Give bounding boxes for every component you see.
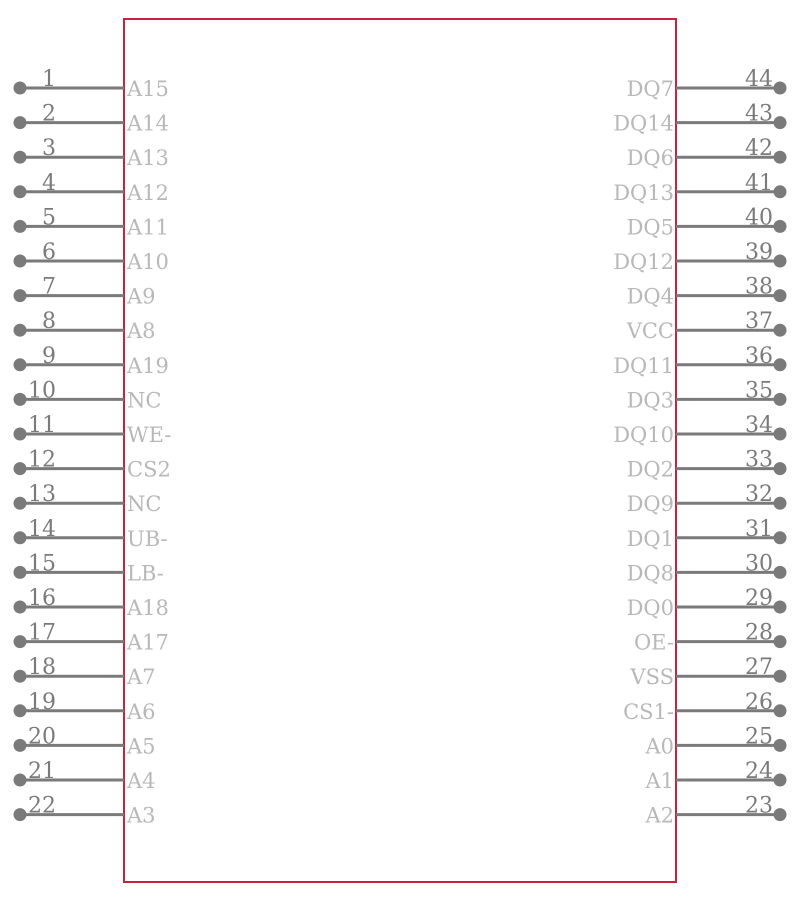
pin-name: A15 xyxy=(127,77,169,101)
pin-terminal xyxy=(14,116,27,129)
pin-terminal xyxy=(774,151,787,164)
pin-terminal xyxy=(14,255,27,268)
pin-name: DQ1 xyxy=(626,526,674,551)
pin-number: 20 xyxy=(28,724,56,750)
pin-name: A3 xyxy=(127,803,156,828)
pin-number: 33 xyxy=(745,447,773,473)
pin-number: 18 xyxy=(28,655,56,681)
pin-39 xyxy=(613,240,786,274)
pin-35 xyxy=(627,378,787,412)
pin-terminal xyxy=(774,393,787,406)
pin-44 xyxy=(627,67,787,101)
pin-38 xyxy=(627,275,787,309)
pin-number: 24 xyxy=(745,759,773,784)
pin-name: A7 xyxy=(127,665,156,690)
pin-20 xyxy=(14,724,156,758)
pin-terminal xyxy=(774,220,787,233)
pin-number: 6 xyxy=(42,240,56,265)
pin-21 xyxy=(14,759,156,793)
pin-2 xyxy=(14,102,169,136)
pin-name: DQ14 xyxy=(613,111,674,136)
pin-number: 27 xyxy=(745,655,773,681)
pin-terminal xyxy=(14,774,27,787)
pin-name: DQ9 xyxy=(626,492,674,517)
pin-40 xyxy=(627,205,787,239)
pin-4 xyxy=(14,171,169,205)
pin-name: A12 xyxy=(127,180,169,205)
pin-24 xyxy=(644,759,786,793)
pin-3 xyxy=(14,136,169,170)
pin-terminal xyxy=(14,358,27,371)
pin-number: 12 xyxy=(28,447,56,473)
component-body xyxy=(124,19,676,882)
pin-terminal xyxy=(774,808,787,821)
pin-number: 9 xyxy=(42,343,56,369)
pin-name: A14 xyxy=(127,111,169,136)
pin-number: 22 xyxy=(28,793,56,819)
pin-9 xyxy=(14,344,169,378)
pin-7 xyxy=(14,275,156,309)
pin-terminal xyxy=(14,808,27,821)
pin-terminal xyxy=(14,220,27,233)
pin-number: 8 xyxy=(42,309,56,335)
pin-name: OE- xyxy=(633,630,674,655)
pin-16 xyxy=(14,586,169,620)
pin-terminal xyxy=(14,601,27,614)
pin-terminal xyxy=(774,462,787,475)
pin-name: DQ11 xyxy=(613,353,674,378)
pin-12 xyxy=(14,448,171,482)
pin-name: DQ10 xyxy=(613,423,674,447)
pin-number: 19 xyxy=(28,689,56,715)
pin-name: WE- xyxy=(127,423,172,447)
pin-number: 40 xyxy=(745,205,773,231)
pin-29 xyxy=(627,586,787,620)
pin-terminal xyxy=(14,739,27,752)
pin-27 xyxy=(629,655,786,689)
pin-10 xyxy=(14,378,162,412)
pin-terminal xyxy=(14,566,27,579)
pin-name: UB- xyxy=(127,526,168,551)
pin-31 xyxy=(627,517,787,551)
pin-terminal xyxy=(14,670,27,683)
pin-number: 2 xyxy=(42,101,56,127)
pin-18 xyxy=(14,655,156,689)
pin-14 xyxy=(14,517,168,551)
pin-34 xyxy=(613,413,786,447)
pin-15 xyxy=(14,551,164,585)
pin-name: A4 xyxy=(127,769,156,793)
pin-name: A17 xyxy=(127,630,169,655)
pin-terminal xyxy=(774,670,787,683)
pin-8 xyxy=(14,309,156,343)
pin-28 xyxy=(634,621,787,655)
pin-11 xyxy=(14,413,172,447)
pin-19 xyxy=(14,690,156,724)
pin-terminal xyxy=(774,82,787,95)
pin-number: 13 xyxy=(28,482,56,508)
pin-name: DQ12 xyxy=(613,250,674,274)
pin-name: DQ0 xyxy=(626,596,674,620)
pin-name: A1 xyxy=(645,769,674,793)
pin-number: 44 xyxy=(745,67,773,92)
pin-name: NC xyxy=(127,388,162,413)
pin-number: 29 xyxy=(745,586,773,611)
pin-name: A0 xyxy=(645,734,674,759)
pin-terminal xyxy=(14,324,27,337)
pin-number: 1 xyxy=(42,67,56,92)
pin-terminal xyxy=(774,635,787,648)
pin-terminal xyxy=(774,497,787,510)
pin-number: 14 xyxy=(28,516,56,542)
pin-25 xyxy=(644,724,786,758)
pin-name: A6 xyxy=(127,699,156,724)
pin-name: A8 xyxy=(127,319,156,344)
pin-terminal xyxy=(14,635,27,648)
pin-number: 41 xyxy=(745,170,773,196)
pin-30 xyxy=(627,551,787,585)
pin-terminal xyxy=(14,185,27,198)
pin-number: 28 xyxy=(745,620,773,646)
pin-terminal xyxy=(774,116,787,129)
pin-number: 7 xyxy=(42,274,56,300)
pin-number: 23 xyxy=(745,793,773,819)
pin-name: A18 xyxy=(127,596,169,620)
pin-terminal xyxy=(14,151,27,164)
pin-number: 35 xyxy=(745,378,773,404)
pin-number: 5 xyxy=(42,205,56,231)
pin-name: A11 xyxy=(127,215,169,240)
pin-name: A10 xyxy=(127,250,169,274)
pin-terminal xyxy=(14,428,27,441)
pin-terminal xyxy=(14,393,27,406)
pin-number: 17 xyxy=(28,620,56,646)
pin-23 xyxy=(644,794,786,828)
pin-number: 30 xyxy=(745,551,773,577)
pin-37 xyxy=(626,309,787,343)
pin-terminal xyxy=(774,774,787,787)
pin-number: 21 xyxy=(28,759,56,784)
pin-terminal xyxy=(14,82,27,95)
pin-name: DQ13 xyxy=(613,180,674,205)
pin-number: 42 xyxy=(745,136,773,162)
pin-name: A19 xyxy=(127,353,169,378)
pin-number: 38 xyxy=(745,274,773,300)
pin-name: A13 xyxy=(127,146,169,171)
pin-name: CS1- xyxy=(623,699,674,724)
pin-5 xyxy=(14,205,169,239)
pin-name: VSS xyxy=(630,665,674,690)
pin-terminal xyxy=(774,324,787,337)
pin-name: CS2 xyxy=(127,457,171,482)
pin-terminal xyxy=(14,462,27,475)
right-pin-group xyxy=(613,67,786,828)
pin-1 xyxy=(14,67,169,101)
pin-name: DQ8 xyxy=(626,561,674,586)
pin-number: 4 xyxy=(42,170,56,196)
pin-number: 15 xyxy=(28,551,56,577)
pin-name: DQ5 xyxy=(626,215,674,240)
pin-name: A5 xyxy=(127,734,156,759)
pin-terminal xyxy=(14,289,27,302)
pin-name: DQ3 xyxy=(626,388,674,413)
pin-number: 11 xyxy=(28,413,56,438)
pin-terminal xyxy=(14,497,27,510)
pin-terminal xyxy=(14,531,27,544)
pin-number: 25 xyxy=(745,724,773,750)
pin-name: VCC xyxy=(626,319,674,344)
pin-36 xyxy=(613,344,786,378)
pin-number: 43 xyxy=(745,101,773,127)
pin-number: 37 xyxy=(745,309,773,335)
pin-number: 31 xyxy=(745,516,773,542)
pin-terminal xyxy=(774,739,787,752)
left-pin-group xyxy=(14,67,172,828)
pin-name: NC xyxy=(127,492,162,517)
pin-33 xyxy=(627,448,787,482)
pin-41 xyxy=(613,171,786,205)
pin-terminal xyxy=(14,704,27,717)
pin-terminal xyxy=(774,601,787,614)
pin-terminal xyxy=(774,289,787,302)
pin-terminal xyxy=(774,704,787,717)
pin-32 xyxy=(627,482,787,516)
pin-number: 3 xyxy=(42,136,56,162)
pin-terminal xyxy=(774,358,787,371)
pin-22 xyxy=(14,794,156,828)
pin-terminal xyxy=(774,531,787,544)
pin-number: 32 xyxy=(745,482,773,508)
pin-43 xyxy=(613,102,786,136)
pin-name: A2 xyxy=(645,803,674,828)
pin-name: DQ2 xyxy=(626,457,674,482)
pin-6 xyxy=(14,240,169,274)
pin-number: 34 xyxy=(745,413,773,438)
pin-terminal xyxy=(774,255,787,268)
pin-terminal xyxy=(774,566,787,579)
pin-17 xyxy=(14,621,169,655)
pin-terminal xyxy=(774,428,787,441)
pin-number: 10 xyxy=(28,378,56,404)
pin-number: 26 xyxy=(745,689,773,715)
pin-number: 16 xyxy=(28,586,56,611)
pin-number: 36 xyxy=(745,343,773,369)
pin-42 xyxy=(627,136,787,170)
pin-name: DQ7 xyxy=(626,77,674,101)
pin-number: 39 xyxy=(745,240,773,265)
pin-name: LB- xyxy=(127,561,164,586)
pin-name: A9 xyxy=(127,284,156,309)
pin-name: DQ6 xyxy=(626,146,674,171)
pin-terminal xyxy=(774,185,787,198)
pin-26 xyxy=(623,690,786,724)
pin-name: DQ4 xyxy=(626,284,674,309)
pin-13 xyxy=(14,482,162,516)
